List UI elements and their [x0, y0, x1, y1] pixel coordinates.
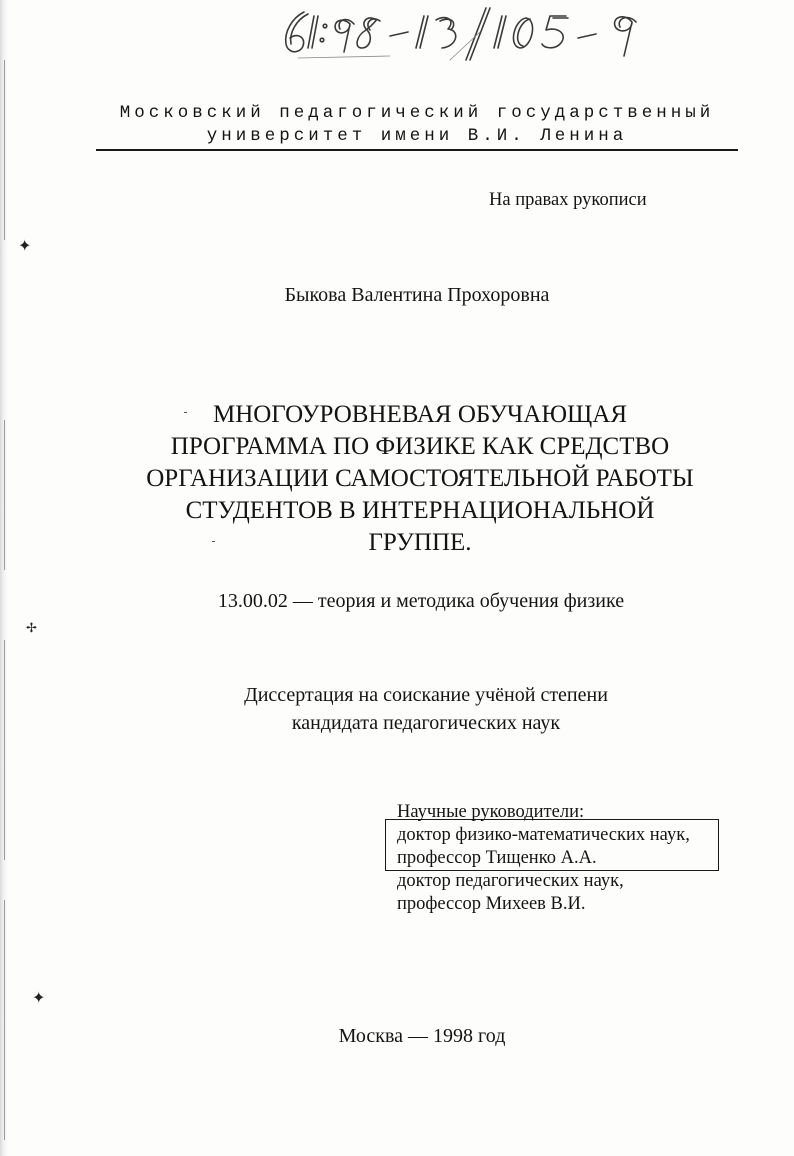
scan-artifact-line: [4, 420, 5, 570]
scan-speck-mark: ✦: [18, 236, 32, 255]
title-line: ПРОГРАММА ПО ФИЗИКЕ КАК СРЕДСТВО: [170, 433, 670, 460]
title-line: ГРУППЕ.: [368, 529, 472, 556]
supervisor-1-name: профессор Тищенко А.А.: [397, 848, 597, 868]
title-line: СТУДЕНТОВ В ИНТЕРНАЦИОНАЛЬНОЙ: [185, 497, 655, 524]
supervisors-heading: Научные руководители:: [397, 802, 585, 822]
degree-line-2: кандидата педагогических наук: [291, 712, 561, 734]
degree-line-1: Диссертация на соискание учёной степени: [244, 684, 608, 706]
handwritten-archive-number: [270, 2, 690, 64]
rights-notice: На правах рукописи: [489, 190, 647, 210]
header-divider: [96, 149, 738, 151]
university-header: [96, 102, 738, 148]
scan-speck-mark: ✢: [26, 621, 37, 636]
supervisor-2-name: профессор Михеев В.И.: [397, 894, 586, 914]
dissertation-title: [120, 399, 720, 559]
title-line: МНОГОУРОВНЕВАЯ ОБУЧАЮЩАЯ: [212, 401, 628, 428]
title-line: ОРГАНИЗАЦИИ САМОСТОЯТЕЛЬНОЙ РАБОТЫ: [146, 465, 694, 492]
scan-artifact-line: [4, 60, 5, 240]
university-name-line-1: Московский педагогический государственный: [119, 103, 715, 123]
supervisor-1-degree: доктор физико-математических наук,: [397, 825, 690, 845]
specialty-code: 13.00.02 — теория и методика обучения физике: [217, 590, 625, 612]
scan-artifact-line: [4, 900, 5, 1140]
city-and-year: Москва — 1998 год: [338, 1025, 506, 1047]
scan-artifact-line: [4, 640, 5, 860]
supervisors-block: [397, 801, 690, 916]
university-name-line-2: университет имени В.И. Ленина: [206, 126, 628, 146]
author-name: Быкова Валентина Прохоровна: [284, 284, 550, 306]
degree-statement: [0, 681, 794, 737]
supervisor-2-degree: доктор педагогических наук,: [397, 871, 624, 891]
scan-speck-mark: ✦: [32, 988, 46, 1007]
